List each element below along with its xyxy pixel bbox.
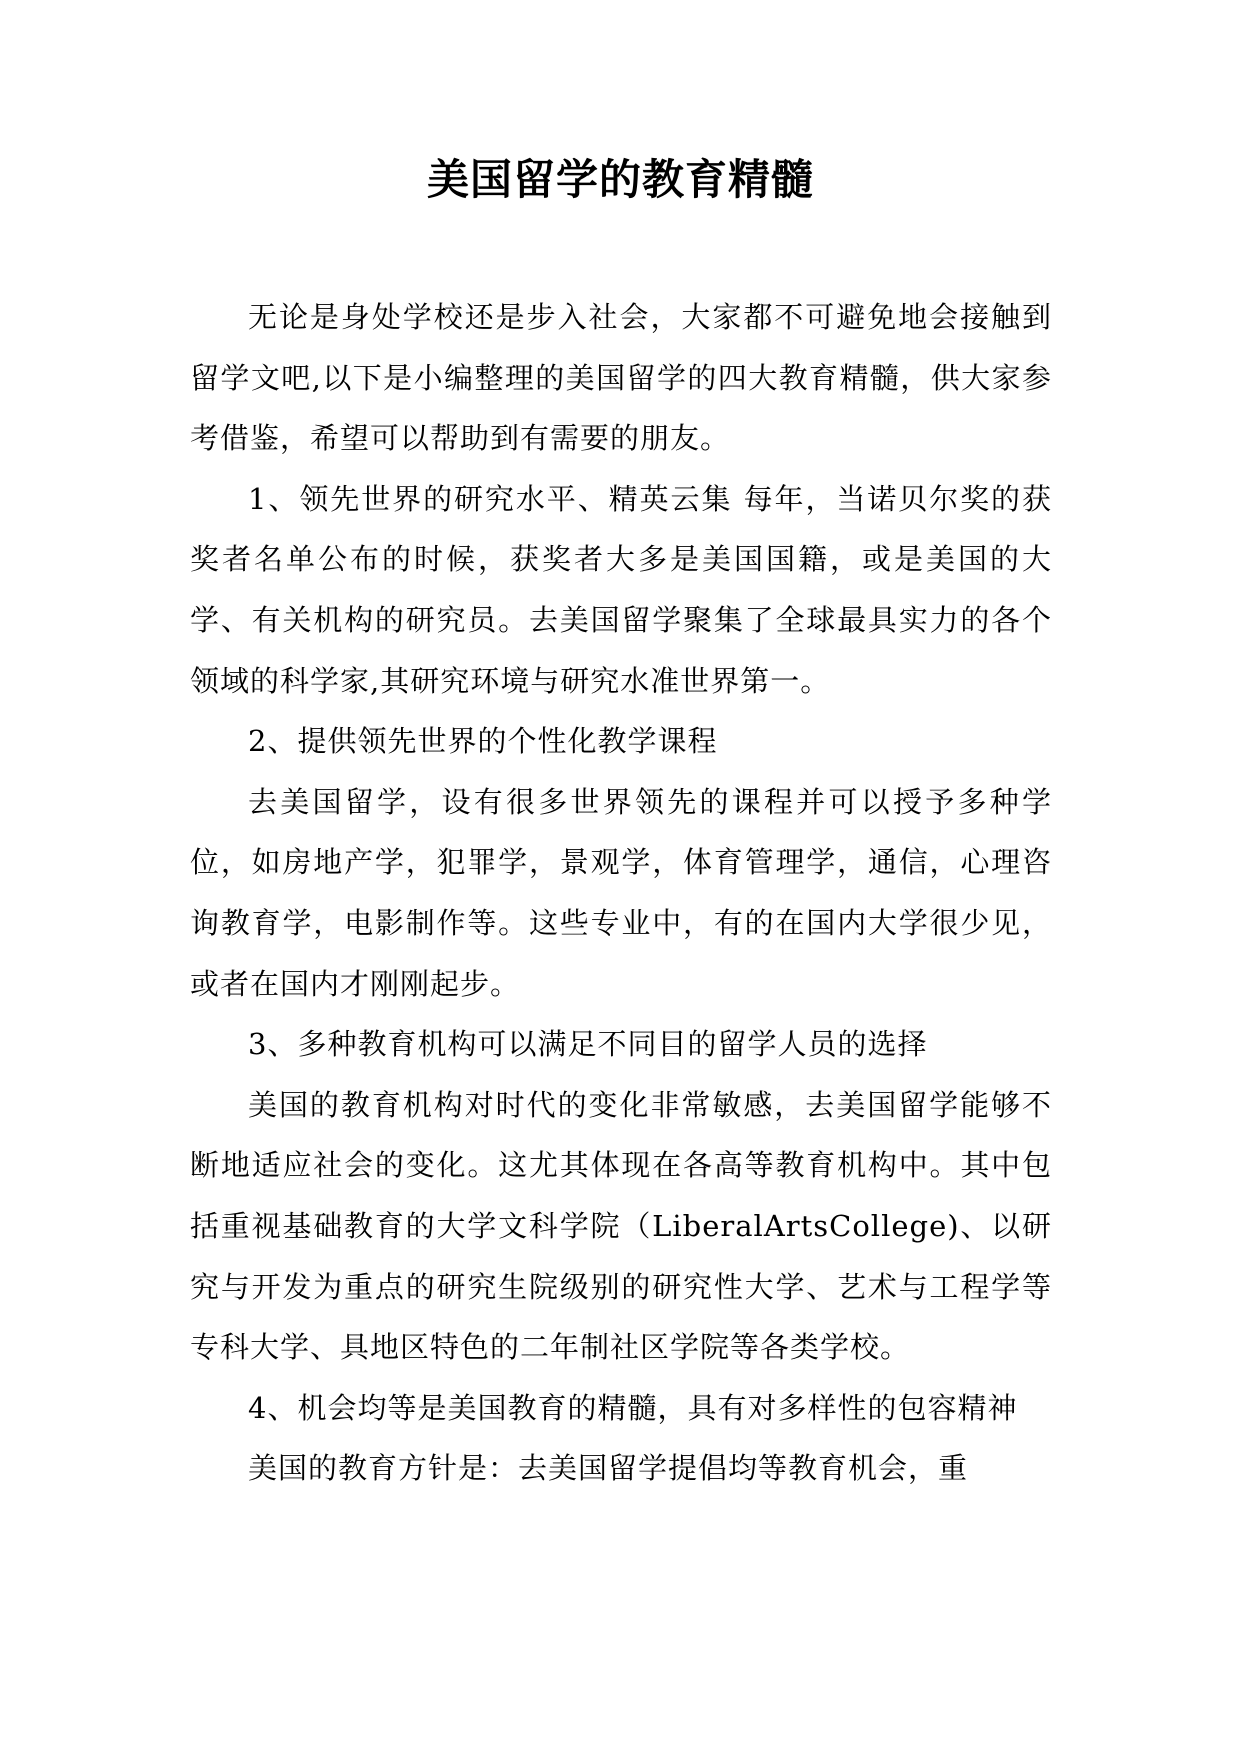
paragraph-point-2: 去美国留学，设有很多世界领先的课程并可以授予多种学位，如房地产学，犯罪学，景观学，体育管理学，通信，心理咨询教育学，电影制作等。这些专业中，有的在国内大学很少见，或者在国内才刚刚起步。 (190, 784, 1052, 1001)
paragraph-point-3: 美国的教育机构对时代的变化非常敏感，去美国留学能够不断地适应社会的变化。这尤其体现在各高等教育机构中。其中包括重视基础教育的大学文科学院（LiberalArtsCollege)、以研究与开发为重点的研究生院级别的研究性大学、艺术与工程学等专科大学、具地区特色的二年制社区学院等各类学校。 (190, 1087, 1052, 1365)
heading-point-3: 3、多种教育机构可以满足不同目的留学人员的选择 (248, 1027, 928, 1062)
paragraph-intro: 无论是身处学校还是步入社会，大家都不可避免地会接触到留学文吧,以下是小编整理的美国留学的四大教育精髓，供大家参考借鉴，希望可以帮助到有需要的朋友。 (190, 300, 1052, 456)
document-body (190, 287, 1052, 1499)
heading-point-4: 4、机会均等是美国教育的精髓，具有对多样性的包容精神 (248, 1390, 1018, 1425)
paragraph-point-1: 1、领先世界的研究水平、精英云集 每年，当诺贝尔奖的获奖者名单公布的时候，获奖者大多是美国国籍，或是美国的大学、有关机构的研究员。去美国留学聚集了全球最具实力的各个领域的科学家,其研究环境与研究水准世界第一。 (190, 481, 1052, 698)
document-title: 美国留学的教育精髓 (426, 155, 814, 204)
heading-point-2: 2、提供领先世界的个性化教学课程 (248, 724, 718, 759)
paragraph-point-4: 美国的教育方针是：去美国留学提倡均等教育机会，重 (248, 1451, 969, 1486)
